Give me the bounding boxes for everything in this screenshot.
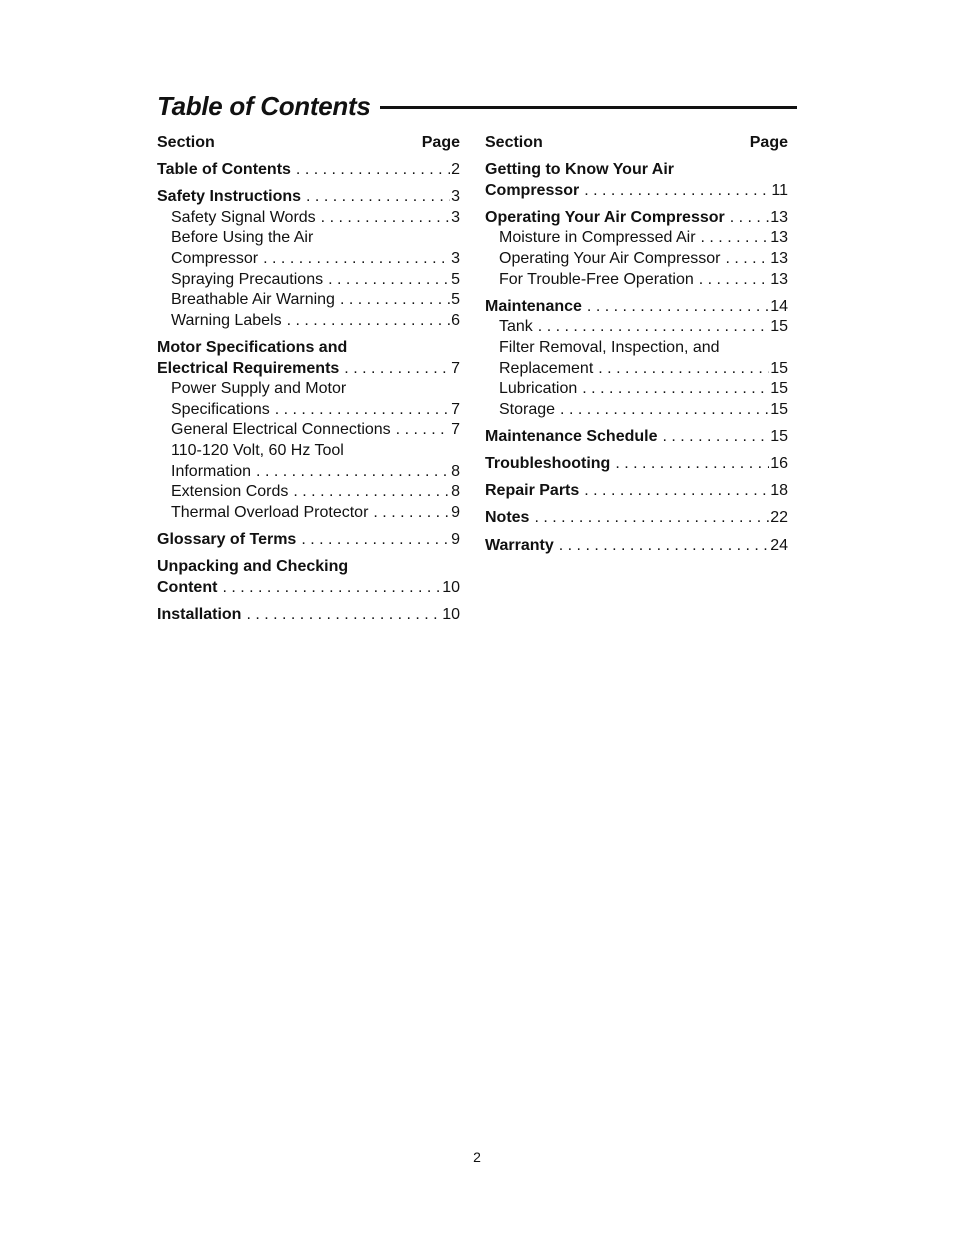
toc-subentry-line — [157, 290, 460, 311]
dot-leader — [534, 508, 769, 529]
toc-entry-line — [157, 160, 460, 181]
toc-entry-line — [157, 338, 460, 359]
page-ref: 7 — [451, 421, 460, 439]
toc-subentry-line — [485, 338, 788, 359]
page-ref: 8 — [451, 483, 460, 501]
toc-subentry-line — [485, 228, 788, 249]
subentry-title: Spraying Precautions — [171, 270, 324, 288]
entry-title: Glossary of Terms — [157, 530, 297, 548]
subentry-title: Lubrication — [499, 380, 578, 398]
subentry-title: Compressor — [171, 249, 259, 267]
dot-leader — [730, 208, 769, 229]
dot-leader — [598, 359, 769, 380]
page-ref: 7 — [451, 400, 460, 418]
dot-leader — [725, 249, 769, 270]
subentry-title: Filter Removal, Inspection, and — [499, 338, 720, 356]
toc-entry — [157, 187, 460, 331]
toc-entry — [485, 208, 788, 290]
subentry-title: 110-120 Volt, 60 Hz Tool — [171, 441, 344, 459]
toc-entry — [485, 160, 788, 201]
toc-subentry-line — [157, 503, 460, 524]
section-header: Section — [485, 134, 543, 151]
subentry-title: Storage — [499, 400, 556, 418]
subentry-title: For Trouble-Free Operation — [499, 270, 694, 288]
column-header — [485, 132, 788, 154]
toc-entry — [157, 530, 460, 551]
subentry-title: Specifications — [171, 400, 270, 418]
page-ref: 13 — [770, 249, 788, 267]
dot-leader — [344, 359, 450, 380]
toc-entries — [157, 160, 460, 625]
toc-entry-line — [157, 359, 460, 380]
subentry-title: Breathable Air Warning — [171, 291, 335, 309]
dot-leader — [701, 228, 770, 249]
dot-leader — [699, 270, 769, 291]
page-ref: 13 — [770, 229, 788, 247]
page-ref: 5 — [451, 270, 460, 288]
entry-title: Unpacking and Checking — [157, 558, 349, 576]
section-header: Section — [157, 134, 215, 151]
toc-entry-line — [485, 208, 788, 229]
subentry-title: Operating Your Air Compressor — [499, 249, 721, 267]
subentry-title: Warning Labels — [171, 311, 282, 329]
page-ref: 16 — [770, 455, 788, 473]
toc-subentry-line — [157, 379, 460, 400]
toc-subentry-line — [485, 359, 788, 380]
toc-entry — [157, 338, 460, 523]
entry-title: Safety Instructions — [157, 188, 302, 206]
dot-leader — [275, 400, 450, 421]
toc-entry — [485, 427, 788, 448]
subentry-title: Moisture in Compressed Air — [499, 229, 696, 247]
toc-subentry-line — [485, 400, 788, 421]
entry-title: Troubleshooting — [485, 455, 611, 473]
toc-entry — [485, 536, 788, 557]
subentry-title: General Electrical Connections — [171, 421, 391, 439]
toc-subentry-line — [157, 400, 460, 421]
entry-title: Content — [157, 578, 218, 596]
subentry-title: Information — [171, 462, 252, 480]
page-ref: 13 — [770, 208, 788, 226]
toc-entry — [485, 297, 788, 421]
page-ref: 2 — [451, 161, 460, 178]
toc-entry-line — [485, 481, 788, 502]
toc-entry — [485, 481, 788, 502]
page-header: Page — [421, 134, 460, 151]
dot-leader — [256, 462, 450, 483]
page-ref: 3 — [451, 188, 460, 206]
toc-entry-line — [485, 160, 788, 181]
dot-leader — [396, 420, 450, 441]
toc-subentry-line — [485, 249, 788, 270]
entry-title: Electrical Requirements — [157, 359, 340, 377]
entry-title: Motor Specifications and — [157, 338, 348, 356]
entry-title: Installation — [157, 605, 242, 623]
dot-leader — [582, 379, 769, 400]
page-ref: 15 — [770, 380, 788, 398]
dot-leader — [296, 160, 450, 181]
toc-subentry-line — [485, 317, 788, 338]
page-ref: 3 — [451, 208, 460, 226]
subentry-title: Thermal Overload Protector — [171, 503, 369, 521]
dot-leader — [328, 270, 450, 291]
dot-leader — [559, 536, 769, 557]
dot-leader — [373, 503, 450, 524]
toc-subentry-line — [157, 249, 460, 270]
toc-subentry-line — [157, 270, 460, 291]
page-ref: 13 — [770, 270, 788, 288]
page-ref: 24 — [770, 536, 788, 554]
page-header: Page — [749, 134, 788, 151]
entry-title: Warranty — [485, 536, 554, 554]
page-title: Table of Contents — [157, 90, 371, 121]
toc-subentry-line — [157, 420, 460, 441]
toc-subentry-line — [157, 441, 460, 462]
toc-entry — [157, 605, 460, 626]
dot-leader — [293, 482, 450, 503]
toc-entry-line — [157, 605, 460, 626]
page-ref: 15 — [770, 427, 788, 445]
dot-leader — [560, 400, 769, 421]
toc-entry-line — [485, 536, 788, 557]
toc-entries — [485, 160, 788, 556]
toc-entry — [157, 557, 460, 598]
page-ref: 18 — [770, 482, 788, 500]
column-header — [157, 132, 460, 154]
toc-entry-line — [157, 530, 460, 551]
toc-subentry-line — [485, 379, 788, 400]
entry-title: Table of Contents — [157, 161, 291, 178]
toc-entry-line — [157, 578, 460, 599]
dot-leader — [587, 297, 769, 318]
dot-leader — [538, 317, 769, 338]
page-number: 2 — [473, 1149, 481, 1165]
page-ref: 7 — [451, 359, 460, 377]
title-rule — [380, 106, 798, 109]
toc-subentry-line — [157, 208, 460, 229]
toc-column-right — [485, 132, 788, 563]
page-ref: 9 — [451, 530, 460, 548]
toc-entry — [485, 454, 788, 475]
entry-title: Notes — [485, 509, 530, 527]
subentry-title: Safety Signal Words — [171, 208, 316, 226]
dot-leader — [584, 481, 769, 502]
dot-leader — [321, 208, 450, 229]
toc-subentry-line — [157, 482, 460, 503]
toc-entry-line — [485, 508, 788, 529]
page-ref: 15 — [770, 359, 788, 377]
toc-subentry-line — [157, 311, 460, 332]
title-row — [157, 88, 797, 124]
toc-subentry-line — [157, 462, 460, 483]
subentry-title: Power Supply and Motor — [171, 380, 347, 398]
dot-leader — [287, 311, 451, 332]
toc-subentry-line — [485, 270, 788, 291]
toc-entry — [157, 160, 460, 181]
page-ref: 14 — [770, 297, 788, 315]
toc-entry-line — [485, 181, 788, 202]
toc-subentry-line — [157, 228, 460, 249]
toc-entry-line — [157, 187, 460, 208]
toc-entry-line — [157, 557, 460, 578]
page-ref: 9 — [451, 503, 460, 521]
dot-leader — [340, 290, 450, 311]
entry-title: Operating Your Air Compressor — [485, 208, 725, 226]
entry-title: Maintenance — [485, 297, 582, 315]
dot-leader — [246, 605, 441, 626]
page-ref: 8 — [451, 462, 460, 480]
dot-leader — [584, 181, 770, 202]
subentry-title: Before Using the Air — [171, 229, 314, 247]
entry-title: Compressor — [485, 181, 580, 199]
subentry-title: Tank — [499, 318, 533, 336]
subentry-title: Replacement — [499, 359, 594, 377]
page-ref: 15 — [770, 400, 788, 418]
toc-entry-line — [485, 297, 788, 318]
page-ref: 15 — [770, 318, 788, 336]
page-ref: 5 — [451, 291, 460, 309]
page-ref: 3 — [451, 249, 460, 267]
page-ref: 11 — [771, 181, 788, 199]
toc-entry — [485, 508, 788, 529]
toc-entry-line — [485, 454, 788, 475]
entry-title: Getting to Know Your Air — [485, 161, 675, 178]
subentry-title: Extension Cords — [171, 483, 289, 501]
page-ref: 10 — [442, 605, 460, 623]
dot-leader — [615, 454, 769, 475]
dot-leader — [222, 578, 441, 599]
dot-leader — [263, 249, 450, 270]
dot-leader — [663, 427, 770, 448]
toc-entry-line — [485, 427, 788, 448]
toc-column-left — [157, 132, 460, 632]
page-ref: 22 — [770, 509, 788, 527]
dot-leader — [301, 530, 450, 551]
page-ref: 6 — [451, 311, 460, 329]
dot-leader — [306, 187, 450, 208]
entry-title: Maintenance Schedule — [485, 427, 658, 445]
page-ref: 10 — [442, 578, 460, 596]
entry-title: Repair Parts — [485, 482, 580, 500]
